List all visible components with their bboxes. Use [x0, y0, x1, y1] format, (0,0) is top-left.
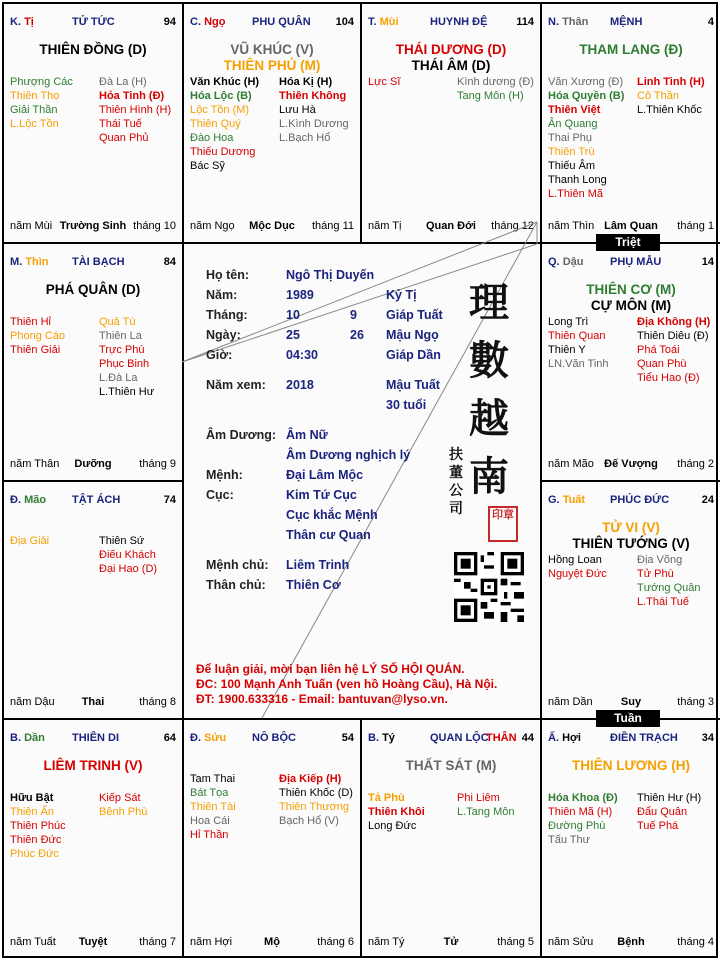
minor-star: Thái Tuế: [99, 118, 142, 130]
minor-star: Điếu Khách: [99, 549, 156, 561]
minor-star: Thiên Y: [548, 344, 586, 356]
contact-address: ĐC: 100 Mạnh Anh Tuấn (ven hồ Hoàng Cầu), Hà Nội.: [196, 677, 498, 691]
palace-name: TỬ TỨC: [72, 16, 115, 28]
palace-month: tháng 4: [677, 936, 714, 948]
palace-name: PHÚC ĐỨC: [610, 494, 670, 506]
palace-branch: Ngọ: [204, 16, 226, 28]
palace-number: 24: [701, 494, 714, 506]
minor-star: Địa Giải: [10, 535, 50, 547]
palace-number: 64: [163, 732, 176, 744]
minor-star: Hóa Kị (H): [279, 76, 333, 88]
minor-star: Thiên Thương: [279, 801, 350, 813]
minor-star: Thiên Việt: [548, 104, 601, 116]
cuc-value: Kim Tứ Cục: [286, 488, 357, 502]
palace-branch: Thân: [562, 16, 589, 28]
minor-star: Phong Cáo: [10, 330, 66, 342]
minor-star: L.Thái Tuế: [637, 596, 689, 608]
minor-star: Thiên Giải: [10, 344, 61, 356]
minor-star: Thiên Khôi: [368, 806, 425, 818]
minor-star: Phúc Đức: [10, 848, 59, 860]
than-cu-note: Thân cư Quan: [286, 528, 371, 542]
main-star: TỬ VI (V): [602, 520, 660, 535]
minor-star: L.Kình Dương: [279, 118, 349, 130]
main-star: LIÊM TRINH (V): [43, 758, 143, 773]
palace-branch: Tý: [382, 732, 395, 744]
palace-number: 94: [163, 16, 176, 28]
minor-star: L.Bạch Hổ: [279, 132, 331, 144]
palace-stage: Quan Đới: [426, 220, 476, 232]
amduong-label: Âm Dương:: [206, 428, 277, 442]
minor-star: Thiên Hỉ: [10, 316, 51, 328]
main-star: THIÊN PHỦ (M): [223, 58, 321, 73]
palace-letter: C.: [190, 16, 201, 28]
minor-star: Địa Không (H): [637, 316, 711, 328]
main-star: CỰ MÔN (M): [590, 298, 672, 313]
cuc-label: Cục:: [206, 488, 234, 502]
palace-letter: M.: [10, 256, 23, 268]
palace-branch: Tị: [24, 16, 34, 28]
minor-star: Cô Thần: [637, 90, 679, 102]
amduong-value: Âm Nữ: [286, 428, 328, 442]
palace-stage: Đế Vượng: [604, 458, 658, 470]
minor-star: Đại Hao (D): [99, 563, 158, 575]
minor-star: Văn Khúc (H): [190, 76, 260, 88]
minor-star: Thiên Trù: [548, 146, 595, 158]
minor-star: Ân Quang: [548, 118, 598, 130]
palace-year: năm Tị: [368, 220, 402, 232]
minor-star: Kình dương (Đ): [457, 76, 534, 88]
menh-value: Đại Lâm Mộc: [286, 468, 364, 482]
minor-star: Giải Thần: [10, 104, 58, 116]
minor-star: Hóa Khoa (Đ): [548, 792, 618, 804]
minor-star: Thiên Quan: [548, 330, 606, 342]
minor-star: Nguyệt Đức: [548, 568, 607, 580]
palace-number: 104: [335, 16, 354, 28]
minor-star: Thiên Không: [279, 90, 347, 102]
palace-letter: Q.: [548, 256, 560, 268]
main-star: VŨ KHÚC (V): [230, 42, 314, 57]
palace-branch: Thìn: [25, 256, 49, 268]
minor-star: Hồng Loan: [548, 554, 602, 566]
palace-month: tháng 5: [497, 936, 534, 948]
hour-value: 04:30: [286, 348, 318, 362]
minor-star: Quan Phù: [637, 358, 687, 370]
minor-star: Tiểu Hao (Đ): [637, 372, 700, 384]
palace-letter: G.: [548, 494, 560, 506]
logo-sub-char: 扶: [449, 447, 463, 463]
logo-char: 越: [469, 395, 509, 442]
day-value: 25: [286, 328, 300, 342]
palace-stage: Mộc Dục: [249, 220, 295, 232]
palace-year: năm Sửu: [548, 936, 594, 948]
year-can: Kỷ Tị: [386, 288, 417, 302]
minor-star: Kiếp Sát: [99, 792, 141, 804]
minor-star: Bệnh Phù: [99, 806, 148, 818]
minor-star: Quả Tú: [99, 316, 136, 328]
cuc-note: Cục khắc Mệnh: [286, 508, 378, 522]
menh-chu-label: Mệnh chủ:: [206, 558, 269, 572]
palace-number: 114: [516, 16, 534, 28]
palace-month: tháng 8: [139, 696, 176, 708]
age-value: 30 tuổi: [386, 398, 427, 412]
minor-star: Lộc Tồn (M): [190, 104, 250, 116]
minor-star: Trực Phù: [99, 344, 145, 356]
palace-branch: Dần: [24, 732, 45, 744]
minor-star: Hỉ Thần: [190, 829, 229, 841]
palace-branch: Hợi: [562, 732, 581, 744]
palace-year: năm Tuất: [10, 936, 56, 948]
minor-star: Tử Phù: [637, 568, 674, 580]
tuvi-chart: [2, 2, 718, 958]
view-year-can: Mậu Tuất: [386, 378, 440, 392]
main-star: THẤT SÁT (M): [405, 758, 497, 773]
than-chu-label: Thân chủ:: [206, 578, 266, 592]
minor-star: Thai Phụ: [548, 132, 593, 144]
palace-number: 14: [701, 256, 714, 268]
minor-star: L.Lộc Tồn: [10, 118, 59, 130]
palace-letter: N.: [548, 16, 559, 28]
minor-star: Thiên Khốc (D): [279, 787, 353, 799]
minor-star: Địa Kiếp (H): [279, 773, 342, 785]
month-value: 10: [286, 308, 300, 322]
minor-star: Tang Môn (H): [457, 90, 524, 102]
contact-block: [196, 662, 497, 707]
than-marker: THÂN: [486, 732, 517, 744]
minor-star: Đẩu Quân: [637, 806, 688, 818]
red-stamp: 印章: [488, 506, 518, 542]
palace-month: tháng 11: [311, 220, 354, 232]
palace-stage: Bệnh: [617, 936, 645, 948]
minor-star: Lưu Hà: [279, 104, 316, 116]
minor-star: L.Thiên Hư: [99, 386, 155, 398]
minor-star: Phá Toái: [637, 344, 680, 356]
palace-month: tháng 12: [491, 220, 534, 232]
main-star: THIÊN LƯƠNG (H): [572, 758, 690, 773]
palace-letter: Ấ.: [548, 732, 559, 744]
minor-star: Hóa Quyền (B): [548, 90, 625, 102]
palace-name: PHỤ MẪU: [610, 256, 662, 268]
minor-star: Lực Sĩ: [368, 76, 401, 88]
minor-star: Thiên Phúc: [10, 820, 66, 832]
minor-star: Địa Võng: [637, 554, 683, 566]
main-star: PHÁ QUÂN (D): [45, 282, 141, 297]
palace-letter: Đ.: [10, 494, 21, 506]
minor-star: Thiếu Âm: [548, 160, 596, 172]
day-can: Mậu Ngọ: [386, 328, 439, 342]
palace-stage: Lâm Quan: [604, 220, 658, 232]
palace-year: năm Thân: [10, 458, 60, 470]
minor-star: Linh Tinh (H): [637, 76, 705, 88]
palace-year: năm Mão: [548, 458, 594, 470]
palace-stage: Trường Sinh: [59, 220, 127, 232]
name-label: Họ tên:: [206, 268, 250, 282]
palace-name: THIÊN DI: [72, 732, 120, 744]
tuan-tag: Tuần: [596, 710, 660, 727]
contact-phone-email[interactable]: ĐT: 1900.633316 - Email: bantuvan@lyso.vn.: [196, 692, 448, 706]
minor-star: Hỏa Tinh (Đ): [99, 90, 165, 102]
main-star: THIÊN ĐỒNG (D): [39, 42, 147, 57]
minor-star: Thiên Mã (H): [548, 806, 613, 818]
palace-stage: Thai: [81, 696, 105, 708]
palace-number: 54: [341, 732, 354, 744]
palace-name: QUAN LỘC: [430, 732, 489, 744]
menh-label: Mệnh:: [206, 468, 243, 482]
logo-char: 理: [469, 279, 509, 326]
palace-year: năm Ngọ: [190, 220, 235, 232]
view-year-label: Năm xem:: [206, 378, 266, 392]
palace-month: tháng 9: [139, 458, 176, 470]
minor-star: Phi Liêm: [457, 792, 500, 804]
year-value: 1989: [286, 288, 314, 302]
triet-tag: Triệt: [596, 234, 660, 251]
palace-branch: Mùi: [379, 16, 399, 28]
palace-name: MỆNH: [610, 16, 643, 28]
minor-star: Tướng Quân: [637, 582, 701, 594]
year-label: Năm:: [206, 288, 238, 302]
palace-month: tháng 7: [139, 936, 176, 948]
palace-branch: Dậu: [562, 256, 584, 268]
palace-year: năm Mùi: [10, 220, 53, 232]
minor-star: Thiên Quý: [190, 118, 241, 130]
palace-branch: Mão: [24, 494, 47, 506]
palace-letter: Đ.: [190, 732, 201, 744]
minor-star: Thiên Diêu (Đ): [637, 330, 709, 342]
minor-star: Tam Thai: [190, 773, 236, 785]
minor-star: Thiên Hư (H): [637, 792, 702, 804]
minor-star: Hữu Bật: [10, 792, 54, 804]
palace-stage: Mộ: [264, 936, 280, 948]
palace-year: năm Tý: [368, 936, 405, 948]
minor-star: Đào Hoa: [190, 132, 234, 144]
minor-star: Thiên Thọ: [10, 90, 60, 102]
logo-char: 南: [469, 453, 509, 500]
palace-stage: Suy: [620, 696, 642, 708]
month-lunar: 9: [350, 308, 357, 322]
palace-month: tháng 2: [677, 458, 714, 470]
logo-sub-char: 司: [449, 501, 463, 517]
than-chu-value: Thiên Cơ: [286, 578, 341, 592]
hour-label: Giờ:: [206, 348, 233, 362]
view-year-value: 2018: [286, 378, 314, 392]
day-label: Ngày:: [206, 328, 241, 342]
minor-star: L.Đà La: [99, 372, 138, 384]
minor-star: Thiên Sứ: [99, 535, 145, 547]
minor-star: Thiên Đức: [10, 834, 62, 846]
minor-star: Long Đức: [368, 820, 417, 832]
minor-star: Quan Phủ: [99, 132, 149, 144]
palace-letter: B.: [10, 732, 21, 744]
name-value: Ngô Thị Duyến: [286, 268, 375, 282]
chart-center: [184, 244, 542, 720]
palace-name: TẬT ÁCH: [72, 494, 121, 506]
logo-char: 數: [469, 337, 509, 384]
palace-name: HUYNH ĐỆ: [430, 16, 488, 28]
minor-star: Tả Phù: [368, 792, 405, 804]
month-can: Giáp Tuất: [386, 308, 443, 322]
day-lunar: 26: [350, 328, 364, 342]
minor-star: Thiên Tài: [190, 801, 236, 813]
palace-letter: T.: [368, 16, 377, 28]
minor-star: Thanh Long: [548, 174, 607, 186]
main-star: THAM LANG (Đ): [579, 42, 683, 57]
palace-letter: K.: [10, 16, 21, 28]
contact-line: Để luận giải, mời bạn liên hệ LÝ SỐ HỘI QUÁN.: [196, 662, 465, 676]
minor-star: Đà La (H): [99, 76, 147, 88]
palace-letter: B.: [368, 732, 379, 744]
palace-name: PHU QUÂN: [252, 16, 311, 28]
minor-star: L.Thiên Khốc: [637, 104, 702, 116]
minor-star: Tấu Thư: [548, 834, 591, 846]
minor-star: L.Tang Môn: [457, 806, 515, 818]
minor-star: Tuế Phá: [637, 820, 679, 832]
palace-branch: Sửu: [204, 732, 227, 744]
minor-star: Bác Sỹ: [190, 160, 225, 172]
palace-year: năm Hợi: [190, 936, 233, 948]
qr-code-icon[interactable]: [454, 552, 524, 622]
minor-star: L.Thiên Mã: [548, 188, 604, 200]
minor-star: Đường Phù: [548, 820, 606, 832]
main-star: THIÊN TƯỚNG (V): [572, 536, 690, 551]
logo-sub-char: 董: [449, 465, 463, 481]
palace-year: năm Dậu: [10, 696, 55, 708]
minor-star: LN.Văn Tinh: [548, 358, 609, 370]
palace-stage: Tử: [443, 936, 459, 948]
logo-sub-char: 公: [449, 483, 463, 499]
minor-star: Phục Binh: [99, 358, 150, 370]
palace-number: 4: [707, 16, 714, 28]
palace-month: tháng 3: [677, 696, 714, 708]
minor-star: Bạch Hổ (V): [279, 815, 339, 827]
palace-branch: Tuất: [562, 494, 586, 506]
main-star: THÁI ÂM (D): [411, 58, 491, 73]
minor-star: Thiên La: [99, 330, 142, 342]
palace-month: tháng 1: [677, 220, 714, 232]
main-star: THIÊN CƠ (M): [586, 282, 676, 297]
minor-star: Phượng Các: [10, 76, 73, 88]
palace-name: TÀI BẠCH: [72, 256, 125, 268]
minor-star: Thiên Ấn: [10, 806, 55, 818]
minor-star: Văn Xương (Đ): [548, 76, 624, 88]
minor-star: Thiên Hình (H): [99, 104, 172, 116]
palace-month: tháng 6: [317, 936, 354, 948]
palace-number: 74: [163, 494, 176, 506]
minor-star: Thiếu Dương: [190, 146, 256, 158]
palace-number: 34: [701, 732, 714, 744]
palace-number: 84: [163, 256, 176, 268]
menh-chu-value: Liêm Trinh: [286, 558, 350, 572]
minor-star: Hóa Lộc (B): [190, 90, 252, 102]
palace-name: NÔ BỘC: [252, 732, 296, 744]
palace-stage: Dưỡng: [74, 458, 112, 470]
palace-year: năm Dần: [548, 696, 593, 708]
amduong-note: Âm Dương nghịch lý: [286, 448, 411, 462]
month-label: Tháng:: [206, 308, 248, 322]
hour-can: Giáp Dần: [386, 348, 441, 362]
minor-star: Hoa Cái: [190, 815, 230, 827]
palace-month: tháng 10: [133, 220, 176, 232]
palace-name: ĐIỀN TRẠCH: [610, 732, 678, 744]
palace-number: 44: [521, 732, 534, 744]
minor-star: Long Trì: [548, 316, 589, 328]
palace-stage: Tuyệt: [78, 936, 108, 948]
minor-star: Bát Tọa: [190, 787, 229, 799]
main-star: THÁI DƯƠNG (D): [395, 42, 507, 57]
palace-year: năm Thìn: [548, 220, 595, 232]
logo-subtext: [446, 446, 466, 518]
